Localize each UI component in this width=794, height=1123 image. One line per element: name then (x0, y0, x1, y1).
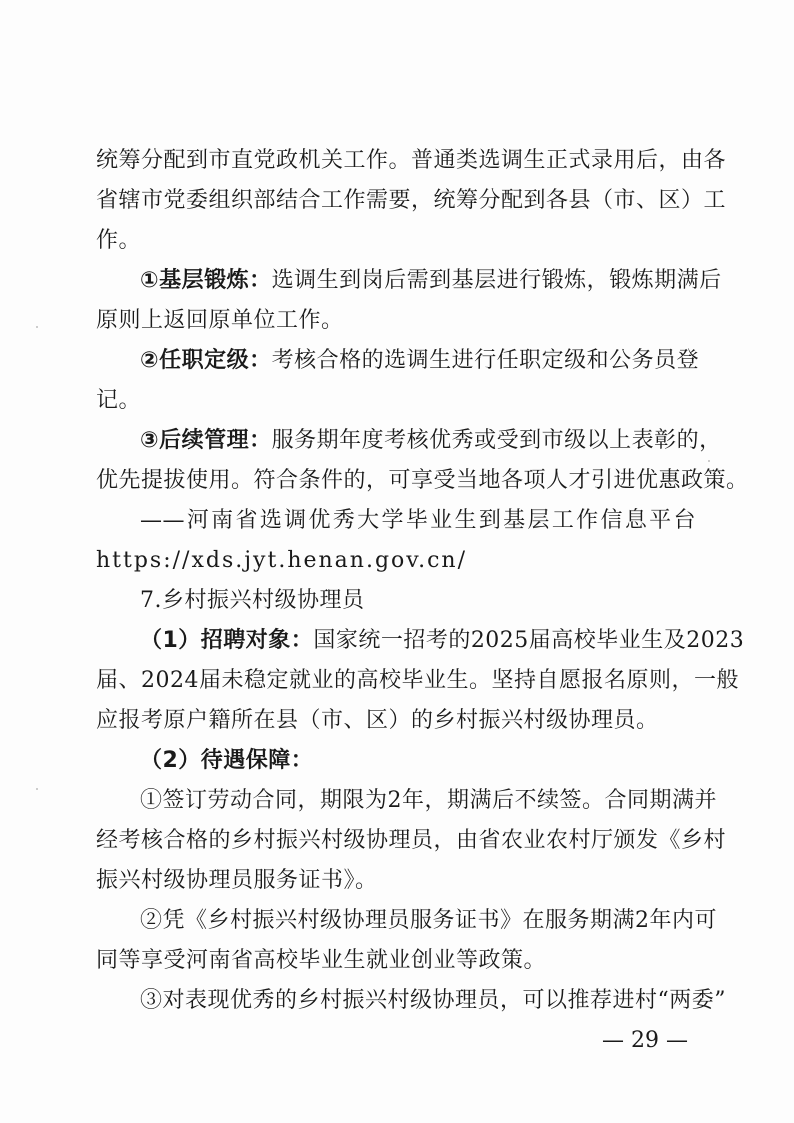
scan-speck (36, 788, 38, 790)
body-line-20: ②凭《乡村振兴村级协理员服务证书》在服务期满2年内可 (140, 908, 717, 933)
body-line-21: 同等享受河南省高校毕业生就业创业等政策。 (96, 948, 547, 973)
scan-speck (36, 326, 38, 328)
body-line-19: 振兴村级协理员服务证书》。 (96, 868, 378, 893)
item-follow-up-heading: ③后续管理： (140, 428, 272, 453)
body-line-14: 届、2024届未稳定就业的高校毕业生。坚持自愿报名原则，一般 (96, 668, 739, 693)
scan-speck (708, 460, 710, 462)
item-recruit-target (140, 628, 745, 654)
body-line-9: 优先提拔使用。符合条件的，可享受当地各项人才引进优惠政策。 (96, 468, 749, 493)
item-follow-up-text: 服务期年度考核优秀或受到市级以上表彰的， (271, 428, 722, 453)
item-follow-up (140, 428, 722, 454)
body-line-7: 记。 (96, 388, 142, 413)
item-rank-grading-text: 考核合格的选调生进行任职定级和公务员登 (271, 348, 700, 373)
item-rank-grading-heading: ②任职定级： (140, 348, 272, 373)
item-basic-training-text: 选调生到岗后需到基层进行锻炼，锻炼期满后 (271, 268, 722, 293)
body-line-5: 原则上返回原单位工作。 (96, 308, 344, 333)
item-benefits-heading: （2）待遇保障： (140, 748, 314, 773)
page-number: — 29 — (602, 1028, 688, 1053)
item-recruit-target-text: 国家统一招考的2025届高校毕业生及2023 (313, 628, 745, 653)
body-line-17: ①签订劳动合同，期限为2年，期满后不续签。合同期满并 (140, 788, 717, 813)
body-line-22: ③对表现优秀的乡村振兴村级协理员，可以推荐进村“两委” (140, 988, 726, 1013)
body-line-18: 经考核合格的乡村振兴村级协理员，由省农业农村厅颁发《乡村 (96, 828, 727, 853)
item-rank-grading (140, 348, 700, 374)
body-line-3: 作。 (96, 228, 142, 253)
item-basic-training (140, 268, 722, 294)
item-benefits (140, 748, 696, 774)
body-line-2: 省辖市党委组织部结合工作需要，统筹分配到各县（市、区）工 (96, 188, 727, 213)
source-attribution: ——河南省选调优秀大学毕业生到基层工作信息平台 (140, 508, 696, 533)
item-basic-training-heading: ①基层锻炼： (140, 268, 272, 293)
item-recruit-target-heading: （1）招聘对象： (140, 628, 314, 653)
body-line-1: 统筹分配到市直党政机关工作。普通类选调生正式录用后，由各 (96, 148, 727, 173)
source-url: https://xds.jyt.henan.gov.cn/ (96, 548, 467, 573)
body-line-15: 应报考原户籍所在县（市、区）的乡村振兴村级协理员。 (96, 708, 659, 733)
section-heading-7: 7.乡村振兴村级协理员 (140, 588, 365, 613)
